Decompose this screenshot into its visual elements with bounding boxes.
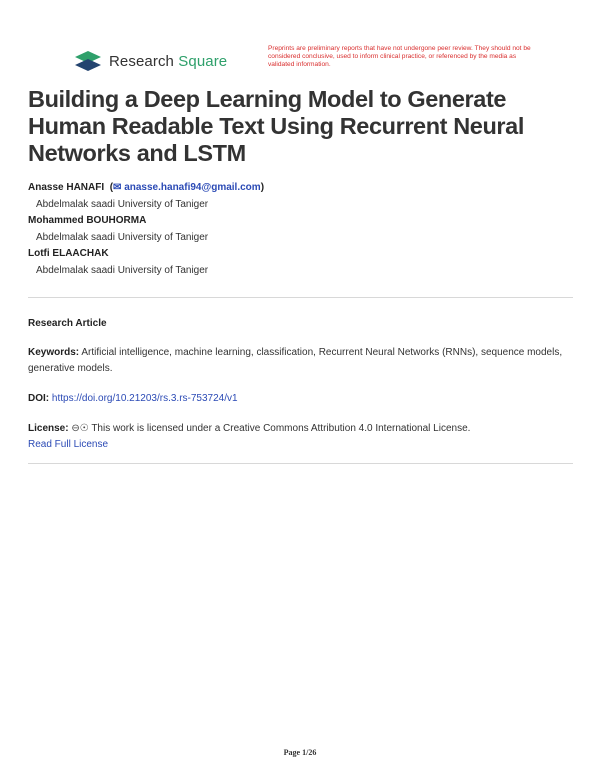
author-list [28,180,568,279]
keywords [28,345,573,377]
author-name: Mohammed BOUHORMA [28,215,147,226]
envelope-icon: ✉ [113,182,122,193]
license [28,421,573,453]
author-name: Anasse HANAFI (✉ anasse.hanafi94@gmail.com) [28,182,265,193]
license-label: License: [28,423,69,434]
page-number: Page 1/26 [283,748,317,757]
cc-icon: ⊖ [71,423,80,434]
logo-mark-icon [74,50,102,72]
license-text: This work is licensed under a Creative Commons Attribution 4.0 International License. [91,423,471,434]
read-full-license-link[interactable]: Read Full License [28,439,109,450]
doi-label: DOI: [28,393,50,404]
divider [28,297,573,298]
paper-title: Building a Deep Learning Model to Generate Human Readable Text Using Recurrent Neural Networks and LSTM [28,86,524,166]
logo-text [109,53,227,70]
research-square-logo[interactable] [74,50,227,72]
author-name-text: Anasse HANAFI [28,182,105,193]
article-type: Research Article [28,318,107,329]
preprint-notice: Preprints are preliminary reports that have not undergone peer review. They should not be considered conclusive, used to inform clinical practice, or referenced by the media as validated information. [268,45,531,68]
divider [28,463,573,464]
author-email-link[interactable]: anasse.hanafi94@gmail.com [124,182,261,193]
logo-text-square: Square [178,52,228,70]
author-name: Lotfi ELAACHAK [28,248,109,259]
by-icon: ☉ [79,423,89,434]
doi [28,391,573,407]
doi-link[interactable]: https://doi.org/10.21203/rs.3.rs-753724/v1 [51,393,238,404]
keywords-label: Keywords: [28,347,80,358]
author-affiliation: Abdelmalak saadi University of Taniger [36,265,209,276]
author-affiliation: Abdelmalak saadi University of Taniger [36,199,209,210]
logo-text-research: Research [109,52,174,70]
keywords-text: Artificial intelligence, machine learning, classification, Recurrent Neural Networks (RNNs), sequence models, generative models. [28,347,563,374]
author-affiliation: Abdelmalak saadi University of Taniger [36,232,209,243]
